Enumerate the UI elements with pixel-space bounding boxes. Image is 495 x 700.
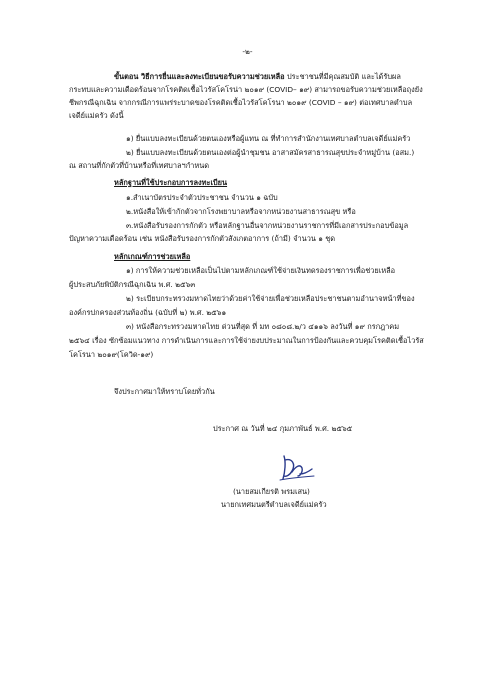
procedure-intro-line-1 <box>114 72 401 82</box>
procedure-item-1: ๑) ยื่นแบบลงทะเบียนด้วยตนเองหรือผู้แทน ณ ที่ทำการสำนักงานเทศบาลตำบลเจดีย์แม่ครัว <box>126 134 411 143</box>
announcement-date: ประกาศ ณ วันที่ ๒๔ กุมภาพันธ์ พ.ศ. ๒๕๖๕ <box>213 424 353 433</box>
procedure-item-2-cont: ณ สถานที่กักตัวที่บ้านหรือที่เทศบาลฯกำหนด <box>69 161 210 170</box>
page-number: -๒- <box>242 47 253 56</box>
criteria-item-2-cont: องค์กรปกครองส่วนท้องถิ่น (ฉบับที่ ๒) พ.ศ. ๒๕๖๑ <box>69 308 227 317</box>
announcement-line: จึงประกาศมาให้ทราบโดยทั่วกัน <box>114 387 215 396</box>
evidence-item-3: ๓.หนังสือรับรองการกักตัว หรือหลักฐานอื่นจากหน่วยงานราชการที่มีเอกสารประกอบข้อมูล <box>126 221 409 230</box>
criteria-item-3: ๓) หนังสือกระทรวงมหาดไทย ด่วนที่สุด ที่ มท ๐๘๐๘.๒/ว ๔๑๑๖ ลงวันที่ ๑๙ กรกฎาคม <box>126 322 400 331</box>
procedure-intro-line-2: กระทบและความเดือดร้อนจากโรคติดเชื้อไวรัสโคโรน่า ๒๐๑๙ (COVID– ๑๙) สามารถขอรับความช่วยเหลือถุงยัง <box>69 85 423 94</box>
signatory-name: (นายสมเกียรติ พรมเสน) <box>233 487 310 496</box>
procedure-intro-line-4: เจดีย์แม่ครัว ดังนี้ <box>69 111 124 120</box>
procedure-heading: ขั้นตอน วิธีการยื่นและลงทะเบียนขอรับความช่วยเหลือ <box>114 72 285 81</box>
criteria-item-3-cont-2: โคโรนา ๒๐๑๙(โควิด-๑๙) <box>69 350 154 359</box>
criteria-heading: หลักเกณฑ์การช่วยเหลือ <box>114 252 191 261</box>
procedure-intro-line-3: ชีพกรณีฉุกเฉิน จากกรณีการแพร่ระบาดของโรคติดเชื้อไวรัสโคโรนา ๒๐๑๙ (COVID – ๑๙) ต่อเทศบาลตำบล <box>69 98 413 107</box>
criteria-item-1-cont: ผู้ประสบภัยพิบัติกรณีฉุกเฉิน พ.ศ. ๒๕๖๓ <box>69 280 196 289</box>
procedure-item-2: ๒) ยื่นแบบลงทะเบียนด้วยตนเองต่อผู้นำชุมชน อาสาสมัครสาธารณสุขประจำหมู่บ้าน (อสม.) <box>126 148 415 157</box>
evidence-heading: หลักฐานที่ใช้ประกอบการลงทะเบียน <box>114 178 228 187</box>
criteria-item-3-cont-1: ๒๕๖๔ เรื่อง ซักซ้อมแนวทาง การดำเนินการและการใช้จ่ายงบประมาณในการป้องกันและควบคุมโรคติดเชื้อไวรัส <box>69 336 424 345</box>
procedure-intro-start: ประชาชนที่มีคุณสมบัติ และได้รับผล <box>286 72 401 81</box>
evidence-item-2: ๒.หนังสือให้เข้ากักตัวจากโรงพยาบาลหรือจากหน่วยงานสาธารณสุข หรือ <box>126 207 356 216</box>
criteria-item-1: ๑) การให้ความช่วยเหลือเป็นไปตามหลักเกณฑ์ใช้จ่ายเงินทดรองราชการเพื่อช่วยเหลือ <box>126 266 396 275</box>
evidence-item-3-cont: ปัญหาความเดือดร้อน เช่น หนังสือรับรองการกักตัวสังเกตอาการ (ถ้ามี) จำนวน ๑ ชุด <box>69 234 336 243</box>
evidence-item-1: ๑.สำเนาบัตรประจำตัวประชาชน จำนวน ๑ ฉบับ <box>126 193 278 202</box>
signature-image <box>276 452 316 484</box>
criteria-item-2: ๒) ระเบียบกระทรวงมหาดไทยว่าด้วยค่าใช้จ่ายเพื่อช่วยเหลือประชาชนตามอำนาจหน้าที่ของ <box>126 294 415 303</box>
signatory-position: นายกเทศมนตรีตำบลเจดีย์แม่ครัว <box>221 500 327 509</box>
